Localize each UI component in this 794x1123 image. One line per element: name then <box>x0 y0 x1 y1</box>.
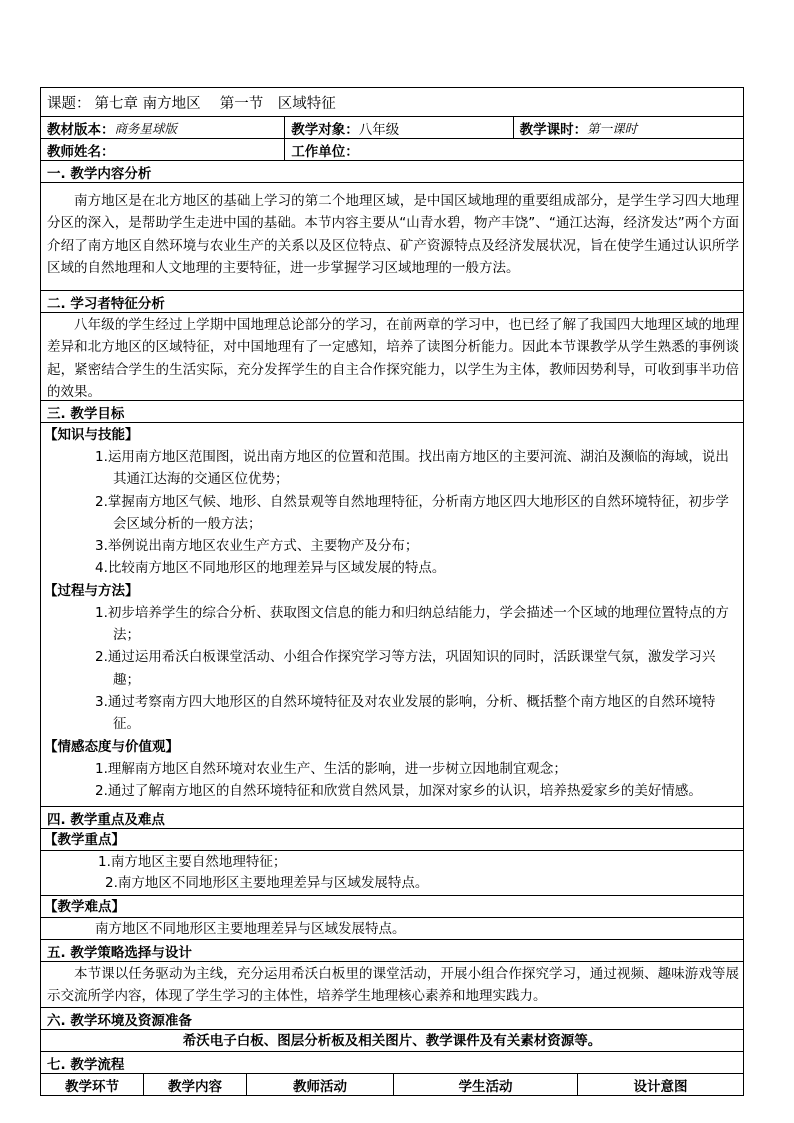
emotion-values-label: 【情感态度与价值观】 <box>44 738 179 755</box>
key-points-row <box>40 851 744 896</box>
list-item: 1.初步培养学生的综合分析、获取图文信息的能力和归纳总结能力，学会描述一个区域的地理位置特点的方法； <box>95 604 729 644</box>
key-points-label: 【教学重点】 <box>44 832 125 848</box>
course-title-row <box>40 87 744 117</box>
difficulty-row <box>40 918 744 940</box>
textbook-label: 教材版本： <box>47 121 115 138</box>
key-point-1: 1.南方地区主要自然地理特征； <box>98 854 287 870</box>
period-cell <box>514 117 743 138</box>
section-3-title: 三. 教学目标 <box>40 401 744 423</box>
section-2-text: 八年级的学生经过上学期中国地理总论部分的学习，在前两章的学习中，也已经了解了我国四大地理区域的地理差异和北方地区的区域特征，对中国地理有了一定感知，培养了读图分析能力。因此本节课教学从学生熟悉的事例谈起，紧密结合学生的生活实际，充分发挥学生的自主合作探究能力，以学生为主体，教师因势利导，可收到事半功倍的效果。 <box>40 313 744 401</box>
teacher-label: 教师姓名： <box>47 143 115 160</box>
teacher-cell <box>41 139 285 160</box>
section-1-title: 一. 教学内容分析 <box>40 161 744 183</box>
section-2-title: 二. 学习者特征分析 <box>40 291 744 313</box>
section-7-title: 七. 教学流程 <box>40 1052 744 1074</box>
section-6-title: 六. 教学环境及资源准备 <box>40 1008 744 1030</box>
list-item: 3.举例说出南方地区农业生产方式、主要物产及分布； <box>95 538 419 555</box>
course-title: 第七章 南方地区 第一节 区域特征 <box>94 95 336 112</box>
info-row <box>40 117 744 139</box>
process-methods-label: 【过程与方法】 <box>44 582 139 599</box>
key-point-2: 2.南方地区不同地形区主要地理差异与区域发展特点。 <box>105 875 429 891</box>
flow-header-row <box>40 1074 744 1096</box>
knowledge-skills-list <box>41 446 743 580</box>
target-label: 教学对象： <box>291 121 359 138</box>
knowledge-skills-label: 【知识与技能】 <box>44 427 139 443</box>
section-1-text: 南方地区是在北方地区的基础上学习的第二个地理区域，是中国区域地理的重要组成部分，是学生学习四大地理分区的深入，是帮助学生走进中国的基础。本节内容主要从“山青水碧，物产丰饶”、“通江达海，经济发达”两个方面介绍了南方地区自然环境与农业生产的关系以及区位特点、矿产资源特点及经济发展状况，旨在使学生通过认识所学区域的自然地理和人文地理的主要特征，进一步掌握学习区域地理的一般方法。 <box>40 183 744 291</box>
flow-col-content: 教学内容 <box>144 1074 247 1096</box>
key-points-label-row <box>40 829 744 851</box>
period-value: 第一课时 <box>587 120 638 136</box>
list-item: 2.掌握南方地区气候、地形、自然景观等自然地理特征，分析南方地区四大地形区的自然环境特征，初步学会区域分析的一般方法； <box>95 493 729 532</box>
unit-cell <box>285 139 743 160</box>
flow-col-intent: 设计意图 <box>633 1079 688 1095</box>
list-item: 3.通过考察南方四大地形区的自然环境特征及对农业发展的影响，分析、概括整个南方地区的自然环境特征。 <box>95 693 716 733</box>
textbook-cell <box>41 117 285 138</box>
target-value: 八年级 <box>358 121 400 138</box>
difficulty-text: 南方地区不同地形区主要地理差异与区域发展特点。 <box>95 921 406 937</box>
flow-col-stage: 教学环节 <box>41 1074 144 1096</box>
lesson-plan-table <box>40 87 744 1096</box>
section-6-text: 希沃电子白板、图层分析板及相关图片、教学课件及有关素材资源等。 <box>40 1030 744 1052</box>
process-methods-list <box>41 602 743 736</box>
section-4-title: 四. 教学重点及难点 <box>40 807 744 829</box>
section-3-body <box>40 423 744 807</box>
list-item: 2.通过了解南方地区的自然环境特征和欣赏自然风景，加深对家乡的认识，培养热爱家乡的美好情感。 <box>95 782 702 799</box>
list-item: 1.理解南方地区自然环境对农业生产、生活的影响，进一步树立因地制宜观念； <box>95 760 567 777</box>
period-label: 教学课时： <box>519 121 588 138</box>
list-item: 1.运用南方地区范围图，说出南方地区的位置和范围。找出南方地区的主要河流、湖泊及濒临的海域，说出其通江达海的交通区位优势； <box>95 449 729 488</box>
list-item: 2.通过运用希沃白板课堂活动、小组合作探究学习等方法，巩固知识的同时，活跃课堂气氛，激发学习兴趣； <box>95 649 716 688</box>
target-cell <box>285 117 513 138</box>
flow-col-teacher: 教师活动 <box>247 1074 394 1096</box>
unit-label: 工作单位： <box>291 143 359 160</box>
course-label: 课题： <box>47 95 91 112</box>
difficulty-label: 【教学难点】 <box>44 899 125 915</box>
flow-col-student: 学生活动 <box>394 1074 578 1096</box>
difficulty-label-row <box>40 896 744 918</box>
emotion-values-list <box>41 758 743 803</box>
section-5-title: 五. 教学策略选择与设计 <box>40 940 744 962</box>
list-item: 4.比较南方地区不同地形区的地理差异与区域发展的特点。 <box>95 560 446 577</box>
teacher-row <box>40 139 744 161</box>
textbook-value: 商务星球版 <box>114 120 178 136</box>
section-5-text: 本节课以任务驱动为主线，充分运用希沃白板里的课堂活动，开展小组合作探究学习，通过视频、趣味游戏等展示交流所学内容，体现了学生学习的主体性，培养学生地理核心素养和地理实践力。 <box>40 962 744 1008</box>
